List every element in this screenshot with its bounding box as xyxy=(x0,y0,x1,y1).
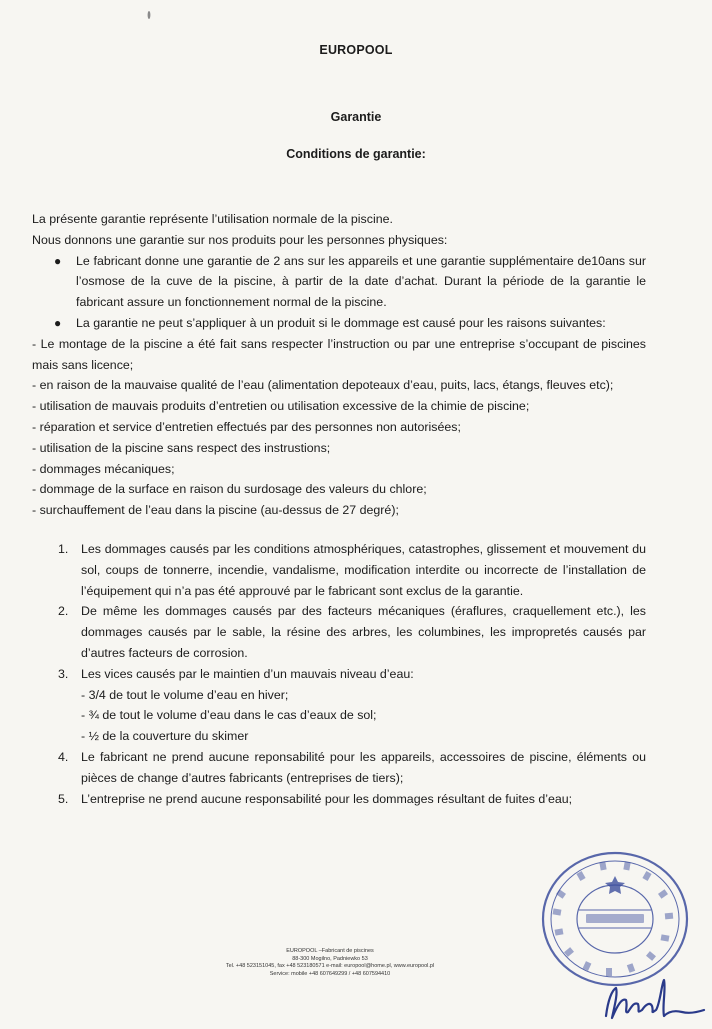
item-text: Les dommages causés par les conditions atmosphériques, catastrophes, glissement et mouvement du sol, coups de tonnerre, incendie, vandalisme, modification interdite ou incorrecte de l’installation de l’équipement qui n’a pas été approuvé par le fabricant sont exclus de la garantie. xyxy=(81,541,646,598)
exclusion-item: - surchauffement de l’eau dans la piscine (au-dessus de 27 degré); xyxy=(32,503,399,518)
item-number: 1. xyxy=(58,541,69,556)
numbered-item xyxy=(58,664,646,747)
footer-line: Service: mobile +48 607649299 / +48 607594410 xyxy=(269,970,391,977)
page-subtitle: Conditions de garantie: xyxy=(286,147,426,161)
numbered-item xyxy=(58,601,646,663)
signature-icon xyxy=(598,976,708,1024)
exclusion-item: - réparation et service d’entretien effectués par des personnes non autorisées; xyxy=(32,419,461,434)
page-title: Garantie xyxy=(330,110,382,124)
sub-item: - ¾ de tout le volume d’eau dans le cas d’eaux de sol; xyxy=(81,708,377,723)
bullet-list xyxy=(32,251,646,334)
bullet-dot-icon: ● xyxy=(54,315,62,330)
item-text: Le fabricant ne prend aucune reponsabilité pour les appareils, accessoires de piscine, éléments ou pièces de change d’autres fabricants (entreprises de tiers); xyxy=(81,749,646,785)
document-body xyxy=(32,209,646,809)
item-number: 4. xyxy=(58,749,69,764)
exclusion-item: - dommages mécaniques; xyxy=(32,461,175,476)
bullet-text: La garantie ne peut s’appliquer à un produit si le dommage est causé pour les raisons suivantes: xyxy=(76,315,606,330)
footer-line: EUROPOOL –Fabricant de piscines xyxy=(286,948,374,954)
company-name: EUROPOOL xyxy=(319,43,393,57)
exclusion-list xyxy=(32,334,646,521)
footer-line: 88-300 Mogilno, Padniewko 53 xyxy=(292,955,368,962)
item-number: 3. xyxy=(58,666,69,681)
item-number: 5. xyxy=(58,791,69,806)
exclusion-item: - utilisation de la piscine sans respect des instrustions; xyxy=(32,440,331,455)
exclusion-item: - dommage de la surface en raison du surdosage des valeurs du chlore; xyxy=(32,482,427,497)
exclusion-item: - en raison de la mauvaise qualité de l’eau (alimentation depoteaux d’eau, puits, lacs, étangs, fleuves etc); xyxy=(32,378,614,393)
bullet-text: Le fabricant donne une garantie de 2 ans sur les appareils et une garantie supplémentaire de10ans sur l’osmose de la cuve de la piscine, à partir de la date d’achat. Durant la période de la garantie le fabricant assure un fonctionnement normal de la piscine. xyxy=(76,253,646,310)
bullet-dot-icon: ● xyxy=(54,253,62,268)
numbered-list xyxy=(32,539,646,809)
item-text: L’entreprise ne prend aucune responsabilité pour les dommages résultant de fuites d’eau; xyxy=(81,791,573,806)
sub-item: - 3/4 de tout le volume d’eau en hiver; xyxy=(81,687,289,702)
sub-item: - ½ de la couverture du skimer xyxy=(81,729,249,744)
bullet-item xyxy=(54,251,646,313)
official-stamp-icon xyxy=(540,850,690,988)
intro-line: Nous donnons une garantie sur nos produits pour les personnes physiques: xyxy=(32,232,448,247)
item-text: Les vices causés par le maintien d’un mauvais niveau d’eau: xyxy=(81,666,414,681)
page-footer xyxy=(180,948,480,978)
item-text: De même les dommages causés par des facteurs mécaniques (éraflures, craquellement etc.), les dommages causés par le sable, la résine des arbres, les columbines, les impropretés causés par d’autres facteurs de corrosion. xyxy=(81,604,646,660)
exclusion-item: - utilisation de mauvais produits d’entretien ou utilisation excessive de la chimie de piscine; xyxy=(32,399,530,414)
numbered-item xyxy=(58,747,646,789)
item-number: 2. xyxy=(58,604,69,619)
footer-line: Tel. +48 523151045, fax +48 523180571 e-mail: europool@home.pl, www.europool.pl xyxy=(225,963,435,970)
intro-line: La présente garantie représente l’utilisation normale de la piscine. xyxy=(32,212,393,226)
scan-speck-icon xyxy=(147,8,151,20)
bullet-item xyxy=(54,313,646,334)
numbered-item xyxy=(58,789,646,810)
exclusion-item: - Le montage de la piscine a été fait sans respecter l’instruction ou par une entreprise s’occupant de piscines mais sans licence; xyxy=(32,336,646,372)
numbered-item xyxy=(58,539,646,601)
